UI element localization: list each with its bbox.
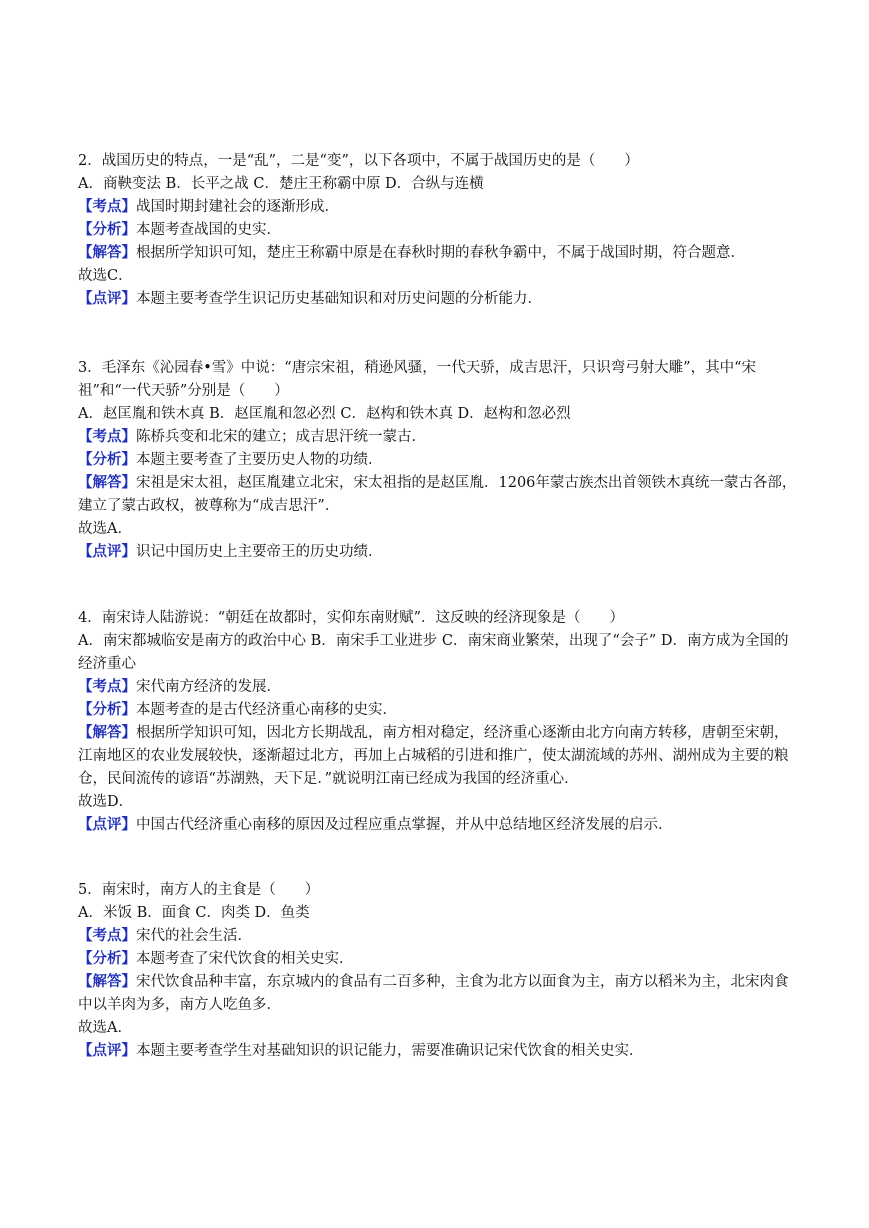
dianping-text: 中国古代经济重心南移的原因及过程应重点掌握，并从中总结地区经济发展的启示． [136, 817, 673, 833]
jieda-line [78, 242, 798, 265]
jieda-text: 宋祖是宋太祖，赵匡胤建立北宋，宋太祖指的是赵匡胤．1206年蒙古族杰出首领铁木真统一蒙古各部，建立了蒙古政权，被尊称为“成吉思汗”． [78, 475, 797, 514]
fenxi-text: 本题考查的是古代经济重心南移的史实． [136, 702, 397, 718]
question-2 [78, 150, 798, 311]
fenxi-text: 本题考查战国的史实． [136, 222, 281, 238]
dianping-line [78, 288, 798, 311]
kaodian-label: 【考点】 [78, 928, 136, 944]
question-5 [78, 879, 798, 1063]
fenxi-line [78, 449, 798, 472]
question-options: A．赵匡胤和铁木真 B．赵匡胤和忽必烈 C．赵构和铁木真 D．赵构和忽必烈 [78, 406, 571, 422]
dianping-line [78, 1040, 798, 1063]
kaodian-label: 【考点】 [78, 199, 136, 215]
kaodian-line [78, 426, 798, 449]
question-3 [78, 357, 798, 564]
fenxi-label: 【分析】 [78, 452, 136, 468]
fenxi-line [78, 219, 798, 242]
question-4 [78, 607, 798, 837]
jieda-text: 宋代饮食品种丰富，东京城内的食品有二百多种，主食为北方以面食为主，南方以稻米为主，北宋肉食中以羊肉为多，南方人吃鱼多． [78, 974, 789, 1013]
fenxi-text: 本题主要考查了主要历史人物的功绩． [136, 452, 383, 468]
kaodian-label: 【考点】 [78, 429, 136, 445]
kaodian-text: 宋代的社会生活． [136, 928, 252, 944]
question-options: A．南宋都城临安是南方的政治中心 B．南宋手工业进步 C．南宋商业繁荣，出现了“会子” D．南方成为全国的经济重心 [78, 633, 789, 672]
jieda-label: 【解答】 [78, 475, 136, 491]
fenxi-line [78, 699, 798, 722]
dianping-text: 识记中国历史上主要帝王的历史功绩． [136, 544, 383, 560]
dianping-label: 【点评】 [78, 544, 136, 560]
answer-line: 故选A． [78, 1020, 132, 1036]
jieda-line [78, 971, 798, 1017]
question-options: A．商鞅变法 B．长平之战 C．楚庄王称霸中原 D．合纵与连横 [78, 176, 484, 192]
dianping-label: 【点评】 [78, 1043, 136, 1059]
kaodian-text: 陈桥兵变和北宋的建立；成吉思汗统一蒙古． [136, 429, 426, 445]
dianping-line [78, 814, 798, 837]
answer-line: 故选C． [78, 268, 133, 284]
fenxi-line [78, 948, 798, 971]
kaodian-label: 【考点】 [78, 679, 136, 695]
fenxi-label: 【分析】 [78, 702, 136, 718]
kaodian-line [78, 196, 798, 219]
dianping-text: 本题主要考查学生对基础知识的识记能力，需要准确识记宋代饮食的相关史实． [136, 1043, 644, 1059]
answer-line: 故选D． [78, 794, 134, 810]
fenxi-label: 【分析】 [78, 951, 136, 967]
fenxi-text: 本题考查了宋代饮食的相关史实． [136, 951, 354, 967]
jieda-text: 根据所学知识可知，楚庄王称霸中原是在春秋时期的春秋争霸中，不属于战国时期，符合题意． [136, 245, 745, 261]
kaodian-text: 宋代南方经济的发展． [136, 679, 281, 695]
kaodian-line [78, 925, 798, 948]
jieda-label: 【解答】 [78, 245, 136, 261]
question-stem: 4．南宋诗人陆游说：“朝廷在故都时，实仰东南财赋”．这反映的经济现象是（ ） [78, 610, 625, 626]
question-stem: 3．毛泽东《沁园春•雪》中说：“唐宗宋祖，稍逊风骚，一代天骄，成吉思汗，只识弯弓射大雕”，其中“宋祖”和“一代天骄”分别是（ ） [78, 360, 757, 399]
dianping-label: 【点评】 [78, 817, 136, 833]
kaodian-text: 战国时期封建社会的逐渐形成． [136, 199, 339, 215]
dianping-text: 本题主要考查学生识记历史基础知识和对历史问题的分析能力． [136, 291, 542, 307]
dianping-label: 【点评】 [78, 291, 136, 307]
question-stem: 5．南宋时，南方人的主食是（ ） [78, 882, 320, 898]
jieda-line [78, 722, 798, 791]
dianping-line [78, 541, 798, 564]
jieda-label: 【解答】 [78, 725, 136, 741]
fenxi-label: 【分析】 [78, 222, 136, 238]
answer-line: 故选A． [78, 521, 132, 537]
kaodian-line [78, 676, 798, 699]
jieda-text: 根据所学知识可知，因北方长期战乱，南方相对稳定，经济重心逐渐由北方向南方转移，唐朝至宋朝，江南地区的农业发展较快，逐渐超过北方，再加上占城稻的引进和推广，使太湖流域的苏州、湖州成为主要的粮仓，民间流传的谚语“苏湖熟，天下足．”就说明江南已经成为我国的经济重心． [78, 725, 789, 787]
jieda-line [78, 472, 798, 518]
question-stem: 2．战国历史的特点，一是“乱”，二是“变”，以下各项中，不属于战国历史的是（ ） [78, 153, 639, 169]
jieda-label: 【解答】 [78, 974, 136, 990]
question-options: A．米饭 B．面食 C．肉类 D．鱼类 [78, 905, 310, 921]
